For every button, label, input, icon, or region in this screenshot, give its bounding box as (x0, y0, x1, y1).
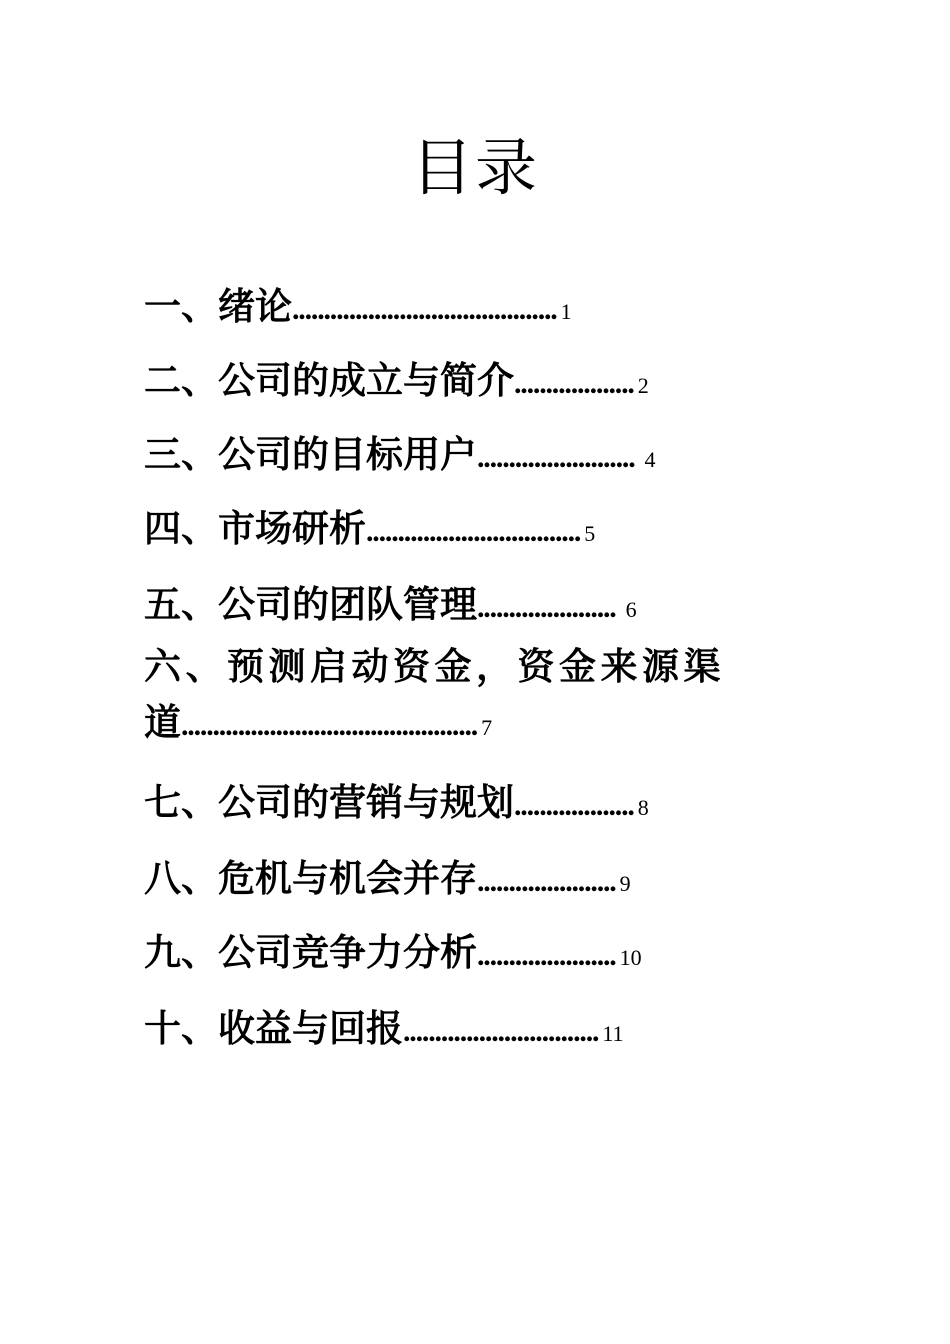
toc-entry-label: 一、绪论 (144, 285, 292, 328)
toc-entry-2[interactable] (144, 354, 649, 408)
toc-entry-label-line2: 道 (144, 701, 181, 744)
toc-leader-dots: .................................. (366, 515, 581, 548)
toc-entry-1[interactable] (144, 280, 572, 334)
toc-page-number: 1 (560, 299, 572, 324)
toc-leader-dots: ...................... (477, 939, 616, 972)
toc-leader-dots: .......................................... (292, 293, 557, 326)
toc-page-number: 4 (644, 447, 656, 472)
toc-entry-label: 七、公司的营销与规划 (144, 781, 514, 824)
toc-leader-dots: ............................... (403, 1015, 599, 1048)
toc-entry-7[interactable] (144, 776, 649, 830)
toc-entry-4[interactable] (144, 502, 595, 556)
toc-entry-label: 十、收益与回报 (144, 1007, 403, 1050)
toc-entry-label: 二、公司的成立与简介 (144, 359, 514, 402)
toc-leader-dots: ...................... (477, 591, 616, 624)
toc-entry-10[interactable] (144, 1002, 624, 1056)
toc-page-number: 2 (637, 373, 649, 398)
toc-page-number: 11 (602, 1021, 624, 1046)
toc-entry-9[interactable] (144, 926, 642, 980)
toc-entry-3[interactable] (144, 428, 656, 482)
toc-page-number: 7 (481, 715, 493, 740)
toc-leader-dots: ............................................... (181, 709, 478, 742)
toc-entry-label: 三、公司的目标用户 (144, 433, 477, 476)
toc-entry-label: 四、市场研析 (144, 507, 366, 550)
toc-page-number: 8 (637, 795, 649, 820)
toc-page-number: 10 (619, 945, 642, 970)
toc-title: 目录 (410, 131, 539, 204)
toc-leader-dots: ...................... (477, 865, 616, 898)
toc-leader-dots: ................... (514, 789, 634, 822)
toc-page-number: 5 (584, 521, 596, 546)
toc-entry-label-line1: 六、预测启动资金，资金来源渠 (144, 645, 725, 688)
toc-page-number: 9 (619, 871, 631, 896)
toc-entry-8[interactable] (144, 852, 631, 906)
toc-page-number: 6 (625, 597, 637, 622)
toc-entry-label: 五、公司的团队管理 (144, 583, 477, 626)
toc-entry-6[interactable] (144, 638, 824, 758)
toc-leader-dots: ......................... (477, 441, 635, 474)
toc-entry-5[interactable] (144, 578, 637, 632)
toc-entry-label: 九、公司竞争力分析 (144, 931, 477, 974)
toc-leader-dots: ................... (514, 367, 634, 400)
toc-entry-label: 八、危机与机会并存 (144, 857, 477, 900)
